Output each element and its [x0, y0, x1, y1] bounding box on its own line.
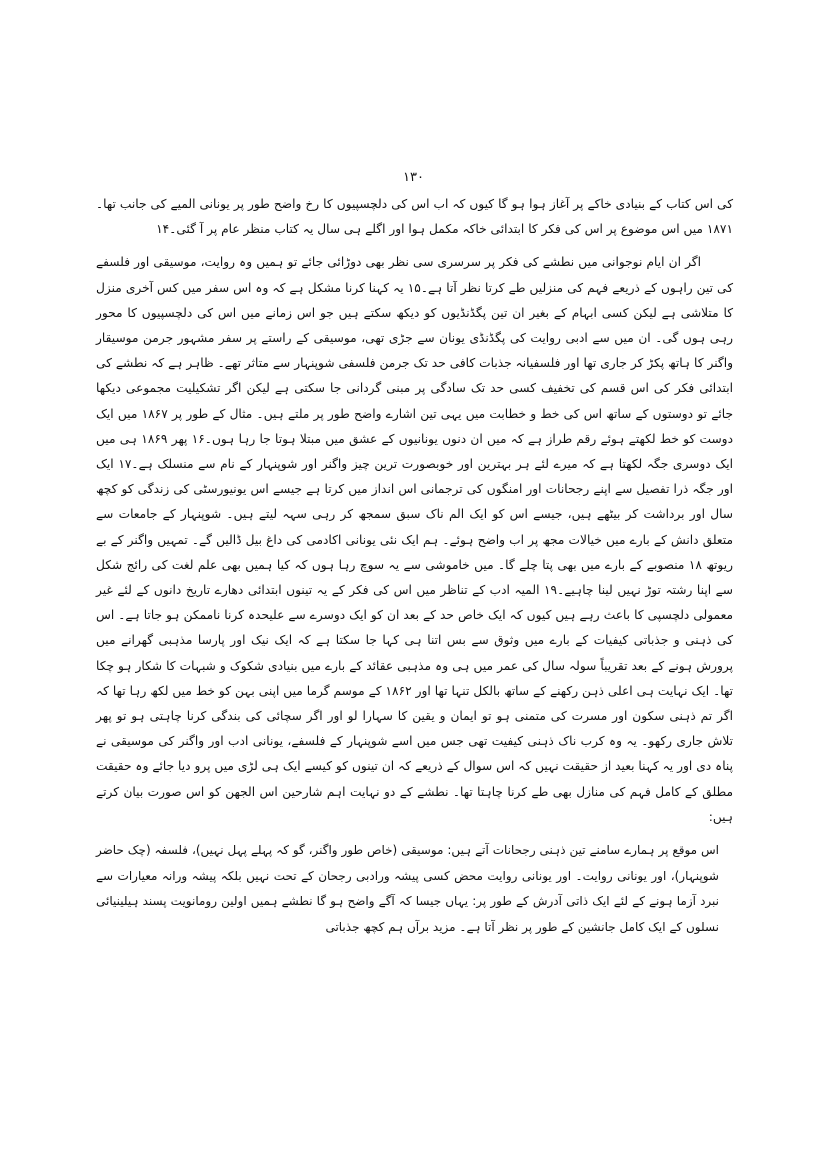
paragraph-main: اگر ان ایام نوجوانی میں نطشے کی فکر پر سرسری سی نظر بھی دوڑائی جائے تو ہمیں وہ روایت، موسیقی اور فلسفے کی تین راہوں کے ذریعے فہم کی منزلیں طے کرتا نظر آتا ہے۔۱۵ یہ کہنا کرنا مشکل ہے کہ وہ اس سفر میں کس آخری منزل کا متلاشی ہے لیکن کسی ابہام کے بغیر ان تین پگڈنڈیوں کو دیکھ سکتے ہیں جو اس زمانے میں اس کی دلچسپیوں کا محور رہی ہوں گی۔ ان میں سے ادبی روایت کی پگڈنڈی یونان سے جڑی تھی، موسیقی کے راستے پر سفر مشہور جرمن موسیقار واگنر کا ہاتھ پکڑ کر جاری تھا اور فلسفیانہ جذبات کافی حد تک جرمن فلسفی شوپنہار سے متاثر تھے۔ ظاہر ہے کہ نطشے کی ابتدائی فکر کی اس قسم کی تخفیف کسی حد تک سادگی پر مبنی گردانی جا سکتی ہے لیکن اگر تشکیلیت مجموعی دیکھا جائے تو دوستوں کے ساتھ اس کی خط و خطابت میں یہی تین اشارے واضح طور پر ملتے ہیں۔ مثال کے طور پر ۱۸۶۷ میں ایک دوست کو خط لکھتے ہوئے رقم طراز ہے کہ میں ان دنوں یونانیوں کے عشق میں مبتلا ہوتا جا رہا ہوں۔۱۶ پھر ۱۸۶۹ ہی میں ایک دوسری جگہ لکھتا ہے کہ میرے لئے ہر بہترین اور خوبصورت ترین چیز واگنر اور شوپنہار کے نام سے منسلک ہے۔۱۷ ایک اور جگہ ذرا تفصیل سے اپنے رجحانات اور امنگوں کی ترجمانی اس انداز میں کرتا ہے جیسے اس یونیورسٹی کی زندگی کو کچھ سال اور برداشت کر بیٹھے ہیں، جیسے اس کو ایک الم ناک سبق سمجھ کر رہی سہہ لیتے ہیں۔ شوپنہار کے جامعات سے متعلق دانش کے بارے میں خیالات مجھ پر اب واضح ہوئے۔ ہم ایک نئی یونانی اکادمی کی داغ بیل ڈالیں گے۔ تمہیں واگنر کے بے ریوتھ ۱۸ منصوبے کے بارے میں بھی پتا چلے گا۔ میں خاموشی سے یہ سوچ رہا ہوں کہ کیا ہمیں بھی علم لغت کی رائج شکل سے اپنا رشتہ توڑ نہیں لینا چاہیے۔۱۹ المیہ ادب کے تناظر میں اس کی فکر کے یہ تینوں ابتدائی دھارے تاریخ دانوں کے لئے غیر معمولی دلچسپی کا باعث رہے ہیں کیوں کہ ایک خاص حد کے بعد ان کو ایک دوسرے سے علیحدہ کرنا ناممکن ہو جاتا ہے۔ اس کی ذہنی و جذباتی کیفیات کے بارے میں وثوق سے بس اتنا ہی کہا جا سکتا ہے کہ ایک نیک اور پارسا مذہبی گھرانے میں پرورش ہونے کے بعد تقریباً سولہ سال کی عمر میں ہی وہ مذہبی عقائد کے بارے میں بنیادی شکوک و شبہات کا شکار ہو چکا تھا۔ ایک نہایت ہی اعلی ذہن رکھنے کے ساتھ بالکل تنہا تھا اور ۱۸۶۲ کے موسم گرما میں اپنی بہن کو خط میں لکھ رہا تھا کہ اگر تم ذہنی سکون اور مسرت کی متمنی ہو تو ایمان و یقین کا سہارا لو اور اگر سچائی کی بندگی کرنا چاہتی ہو تو پھر تلاش جاری رکھو۔ یہ وہ کرب ناک ذہنی کیفیت تھی جس میں اسے شوپنہار کے فلسفے، یونانی ادب اور واگنر کی موسیقی نے پناہ دی اور یہ کہنا بعید از حقیقت نہیں کہ اس سوال کے ذریعے کہ ان تینوں کو کیسے ایک ہی لڑی میں پرو دیا جائے وہ حقیقت مطلق کے کامل فہم کی منازل بھی طے کرنا چاہتا تھا۔ نطشے کے دو نہایت اہم شارحین اس الجھن کو اس صورت بیان کرتے ہیں:: [96, 255, 734, 824]
paragraph-intro: کی اس کتاب کے بنیادی خاکے پر آغاز ہوا ہو گا کیوں کہ اب اس کی دلچسپیوں کا رخ واضح طور پر یونانی المیے کی جانب تھا۔۱۸۷۱ میں اس موضوع پر اس کی فکر کا ابتدائی خاکہ مکمل ہوا اور اگلے ہی سال یہ کتاب منظر عام پر آ گئی۔۱۴: [96, 197, 733, 237]
page-number: ۱۳۰: [403, 170, 424, 185]
body-text: [96, 192, 733, 940]
block-quote: اس موقع پر ہمارے سامنے تین ذہنی رجحانات آتے ہیں: موسیقی (خاص طور واگنر، گو کہ پہلے پہل نہیں)، فلسفہ (چک حاضر شوپنہار)، اور یونانی روایت۔ اور یونانی روایت محض کسی پیشہ ورادبی رجحان کے تحت نہیں بلکہ پیشہ ورانہ معیارات سے نبرد آزما ہونے کے لئے ایک ذاتی آدرش کے طور پر: یہاں جیسا کہ آگے واضح ہو گا نطشے ہمیں اولین رومانویت پسند ہیلینیائی نسلوں کے ایک کامل جانشین کے طور پر نظر آتا ہے۔ مزید برآں ہم کچھ جذباتی: [96, 843, 719, 934]
